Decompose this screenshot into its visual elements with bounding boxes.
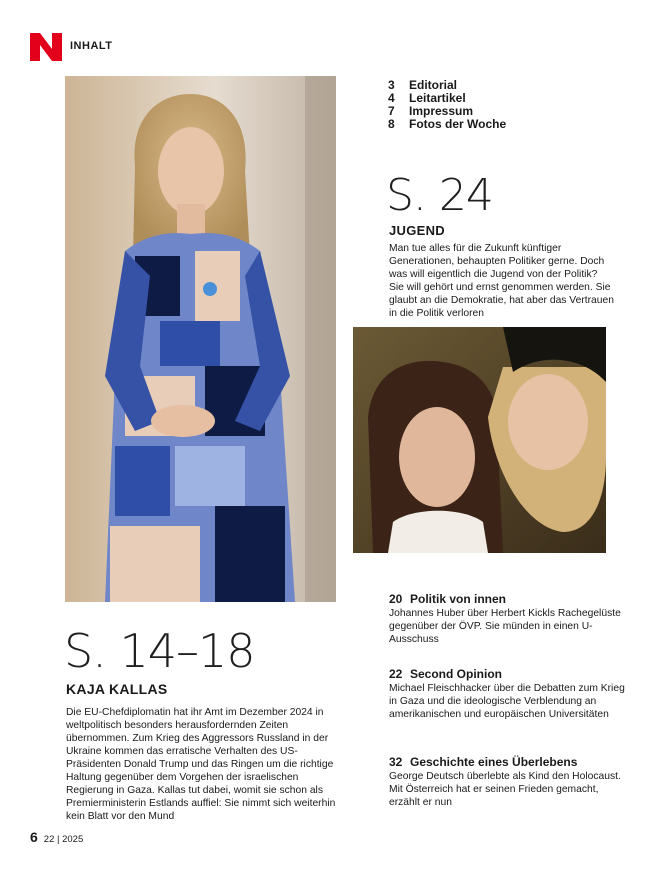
jugend-page-number: S. 24 <box>386 170 493 221</box>
toc-item-title: Second Opinion <box>410 667 502 681</box>
kallas-photo-illustration <box>65 76 336 602</box>
toc-item-number: 32 <box>389 755 403 769</box>
section-label: INHALT <box>70 40 113 52</box>
jugend-photo-illustration <box>353 327 606 553</box>
toc-item-desc: Michael Fleischhacker über die Debatten zum Krieg in Gaza und die ideologische Verblendung an amerikanischen und europäischen Universitäten <box>389 683 625 720</box>
kallas-kicker[interactable]: KAJA KALLAS <box>66 681 168 697</box>
toc-item-number: 20 <box>389 592 403 606</box>
kallas-photo[interactable] <box>65 76 336 602</box>
toc-row[interactable]: 8 Fotos der Woche <box>388 117 507 131</box>
toc-item-title: Geschichte eines Überlebens <box>410 755 578 769</box>
toc-top-list <box>388 79 628 131</box>
footer-page-number: 6 <box>30 829 38 845</box>
toc-item-geschichte-eines-ueberlebens[interactable] <box>389 755 629 809</box>
toc-item-desc: Johannes Huber über Herbert Kickls Rachegelüste gegenüber der ÖVP. Sie münden in einen U-Ausschuss <box>389 608 621 645</box>
toc-item-desc: George Deutsch überlebte als Kind den Holocaust. Mit Österreich hat er seinen Frieden gemacht, erzählt er nun <box>389 771 621 808</box>
toc-item-title: Politik von innen <box>410 592 507 606</box>
jugend-kicker[interactable]: JUGEND <box>389 223 445 238</box>
toc-item-second-opinion[interactable] <box>389 667 629 721</box>
toc-item-number: 22 <box>389 667 403 681</box>
brand-logo-icon <box>30 33 62 61</box>
toc-row[interactable]: 3 Editorial <box>388 78 458 92</box>
jugend-photo[interactable] <box>353 327 606 553</box>
jugend-teaser: Man tue alles für die Zukunft künftiger Generationen, behaupten Politiker gerne. Doch was will eigentlich die Jugend von der Politik? Sie will gehört und ernst genommen werden. Sie glaubt an die Demokratie, hat aber das Vertrauen in die Politik verloren <box>389 243 614 319</box>
footer-issue: 22 | 2025 <box>43 834 84 845</box>
toc-row[interactable]: 7 Impressum <box>388 104 474 118</box>
kallas-teaser: Die EU-Chefdiplomatin hat ihr Amt im Dezember 2024 in weltpolitisch besonders herausfordernden Zeiten übernommen. Zum Krieg des Aggressors Russland in der Ukraine kommen das erratische Verhalten des US-Präsidenten Donald Trump und das Ringen um die richtige Haltung gegenüber dem Vorgehen der israelischen Regierung in Gaza. Kallas tut dabei, womit sie schon als Premierministerin Estlands auffiel: Sie nimmt sich weiterhin kein Blatt vor den Mund <box>66 707 336 822</box>
toc-item-politik-von-innen[interactable] <box>389 592 629 646</box>
page-footer <box>30 829 83 845</box>
toc-row[interactable]: 4 Leitartikel <box>388 91 466 105</box>
kallas-page-number: S. 14–18 <box>64 624 255 678</box>
